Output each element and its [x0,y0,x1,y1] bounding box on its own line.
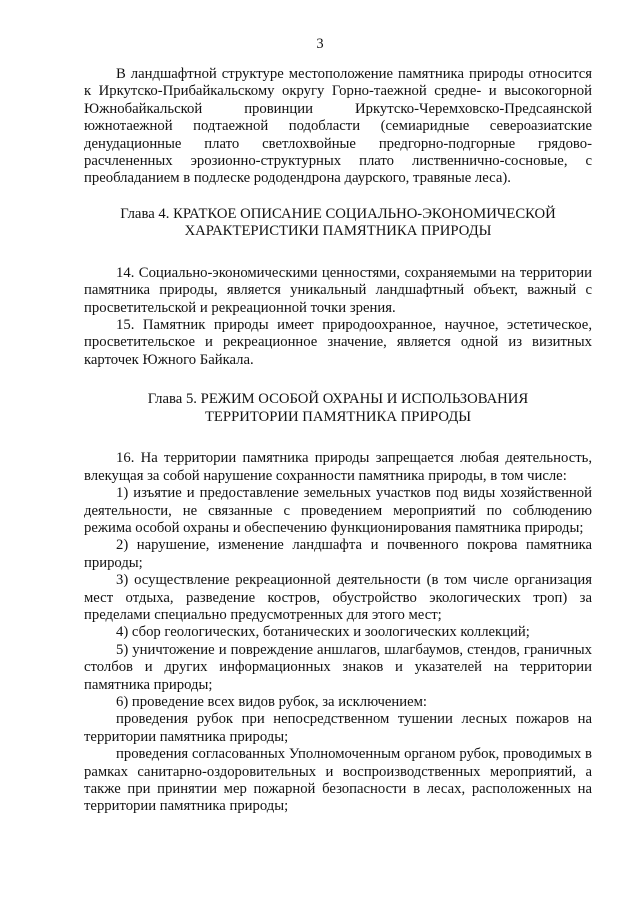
page-number: 3 [316,36,324,52]
chapter-5-heading [84,391,592,426]
chapter-4-heading [84,206,592,241]
list-item-4: 4) сбор геологических, ботанических и зоологических коллекций; [116,624,530,641]
paragraph-14: 14. Социально-экономическими ценностями, сохраняемыми на территории памятника природы, является уникальный ландшафтный объект, важный с просветительской и рекреационной точки зрения. [84,264,592,316]
list-item-6-exception-2: проведения согласованных Уполномоченным органом рубок, проводимых в рамках санитарно-оздоровительных и воспроизводственных мероприятий, а также при принятии мер пожарной безопасности в лесах, расположенных на территории памятника природы; [84,746,592,815]
list-item-3: 3) осуществление рекреационной деятельности (в том числе организация мест отдыха, разведение костров, обустройство экологических троп) за пределами специально предусмотренных для этого мест; [84,572,592,623]
paragraph-15: 15. Памятник природы имеет природоохранное, научное, эстетическое, просветительское и рекреационное значение, является одной из визитных карточек Южного Байкала. [84,317,592,368]
list-item-6: 6) проведение всех видов рубок, за исключением: [116,693,428,710]
list-item-6-exception-1: проведения рубок при непосредственном тушении лесных пожаров на территории памятника природы; [84,711,592,745]
list-item-1: 1) изъятие и предоставление земельных участков под виды хозяйственной деятельности, не связанные с проведением мероприятий по соблюдению режима особой охраны и обеспечению функционирования памятника природы; [84,485,592,536]
list-item-5: 5) уничтожение и повреждение аншлагов, шлагбаумов, стендов, граничных столбов и других информационных знаков и указателей на территории памятника природы; [84,641,592,693]
paragraph-16: 16. На территории памятника природы запрещается любая деятельность, влекущая за собой нарушение сохранности памятника природы, в том числе: [84,450,592,484]
chapter-5-heading-line-1: Глава 5. РЕЖИМ ОСОБОЙ ОХРАНЫ И ИСПОЛЬЗОВАНИЯ [147,391,529,408]
chapter-4-heading-line-1: Глава 4. КРАТКОЕ ОПИСАНИЕ СОЦИАЛЬНО-ЭКОНОМИЧЕСКОЙ [120,205,556,222]
intro-paragraph: В ландшафтной структуре местоположение памятника природы относится к Иркутско-Прибайкальскому округу Горно-таежной средне- и высокогорной Южнобайкальской провинции Иркутско-Черемховско-Предсаянской южнотаежной подтаежной подобласти (семиаридные североазиатские денудационные плато светлохвойные предгорно-подгорные грядово-расчлененных эрозионно-структурных плато лиственнично-сосновые, с преобладанием в подлеске рододендрона даурского, травяные леса). [84,66,592,187]
list-item-2: 2) нарушение, изменение ландшафта и почвенного покрова памятника природы; [84,537,592,571]
document-body [84,66,592,816]
chapter-5-heading-line-2: ТЕРРИТОРИИ ПАМЯТНИКА ПРИРОДЫ [204,408,472,425]
chapter-4-heading-line-2: ХАРАКТЕРИСТИКИ ПАМЯТНИКА ПРИРОДЫ [184,223,492,240]
